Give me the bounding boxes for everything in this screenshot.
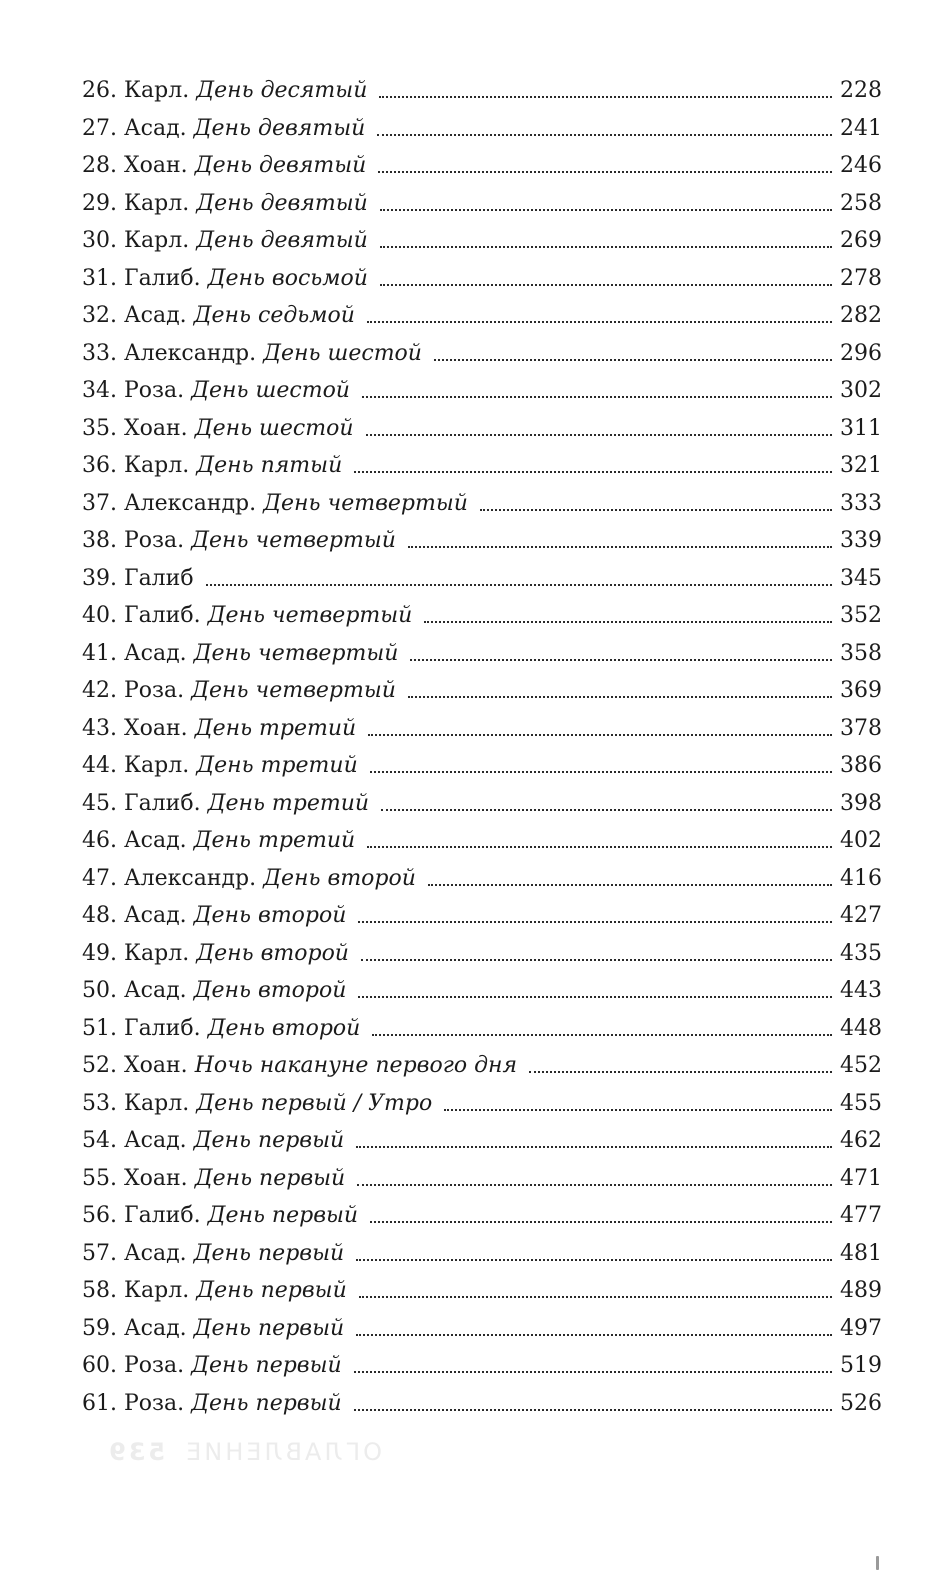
toc-entry: [82, 147, 882, 185]
entry-number: 33.: [82, 340, 117, 366]
entry-chapter-title: День третий: [194, 715, 357, 741]
entry-page-number: 339: [840, 528, 882, 553]
footer-section-label: ОГЛАВЛЕНИЕ: [183, 1438, 382, 1466]
dot-leader: [368, 733, 832, 736]
entry-character-name: Хоан.: [124, 153, 188, 178]
entry-page-number: 369: [840, 678, 882, 703]
entry-page-number: 311: [840, 415, 882, 441]
dot-leader: [357, 1183, 832, 1186]
dot-leader: [356, 1333, 832, 1336]
toc-entry: [82, 972, 882, 1010]
entry-chapter-title: День четвертый: [191, 678, 396, 703]
entry-page-number: 519: [840, 1353, 882, 1378]
entry-number: 58.: [82, 1278, 117, 1303]
entry-chapter-title: День первый: [193, 1128, 345, 1153]
dot-leader: [434, 358, 832, 361]
entry-page-number: 345: [840, 565, 882, 591]
entry-page-number: 489: [840, 1278, 882, 1303]
entry-page-number: 448: [840, 1015, 882, 1041]
entry-page-number: 302: [840, 378, 882, 403]
entry-chapter-title: День девятый: [196, 228, 368, 253]
dot-leader: [372, 1033, 832, 1036]
entry-chapter-title: День третий: [207, 790, 370, 816]
entry-page-number: 435: [840, 940, 882, 966]
dot-leader: [356, 1145, 832, 1148]
dot-leader: [366, 433, 832, 436]
entry-chapter-title: День второй: [196, 940, 349, 966]
entry-page-number: 443: [840, 978, 882, 1003]
entry-page-number: 386: [840, 753, 882, 778]
entry-number: 28.: [82, 153, 117, 178]
dot-leader: [359, 1295, 832, 1298]
entry-number: 54.: [82, 1128, 117, 1153]
toc-entry: [82, 672, 882, 710]
entry-number: 35.: [82, 415, 117, 441]
entry-page-number: 269: [840, 228, 882, 253]
entry-character-name: Карл.: [124, 228, 190, 253]
entry-page-number: 497: [840, 1315, 882, 1341]
entry-number: 44.: [82, 753, 117, 778]
entry-page-number: 278: [840, 265, 882, 291]
entry-character-name: Александр.: [124, 865, 257, 891]
entry-page-number: 526: [840, 1390, 882, 1416]
entry-character-name: Асад.: [124, 1128, 187, 1153]
entry-page-number: 228: [840, 78, 882, 103]
entry-number: 34.: [82, 378, 117, 403]
entry-chapter-title: День второй: [263, 865, 416, 891]
entry-character-name: Галиб.: [124, 603, 201, 628]
entry-page-number: 462: [840, 1128, 882, 1153]
toc-entry: [82, 185, 882, 223]
dot-leader: [354, 1408, 832, 1411]
toc-entry: [82, 297, 882, 335]
entry-chapter-title: День первый: [194, 1165, 346, 1191]
toc-entry: [82, 372, 882, 410]
bleed-through-footer: [106, 1438, 382, 1466]
entry-number: 39.: [82, 565, 117, 591]
entry-chapter-title: День девятый: [194, 153, 367, 178]
entry-chapter-title: День четвертый: [263, 490, 468, 516]
dot-leader: [380, 245, 832, 248]
entry-chapter-title: День четвертый: [193, 640, 399, 666]
entry-number: 51.: [82, 1015, 117, 1041]
entry-character-name: Роза.: [124, 678, 185, 703]
dot-leader: [480, 508, 832, 511]
dot-leader: [529, 1070, 832, 1073]
toc-entry: [82, 522, 882, 560]
entry-number: 36.: [82, 453, 117, 478]
entry-chapter-title: День первый: [191, 1390, 342, 1416]
entry-chapter-title: День шестой: [263, 340, 422, 366]
entry-page-number: 358: [840, 640, 882, 666]
toc-entry: [82, 1047, 882, 1085]
entry-page-number: 481: [840, 1240, 882, 1266]
toc-entry: [82, 1235, 882, 1273]
toc-entry: [82, 335, 882, 373]
entry-chapter-title: День шестой: [194, 415, 354, 441]
dot-leader: [362, 395, 832, 398]
entry-page-number: 398: [840, 790, 882, 816]
entry-chapter-title: День второй: [207, 1015, 361, 1041]
dot-leader: [354, 1370, 832, 1373]
toc-entry: [82, 485, 882, 523]
entry-number: 27.: [82, 115, 117, 141]
entry-character-name: Карл.: [124, 1278, 190, 1303]
entry-character-name: Галиб.: [124, 265, 201, 291]
toc-entry: [82, 1122, 882, 1160]
dot-leader: [378, 170, 832, 173]
dot-leader: [361, 958, 832, 961]
entry-character-name: Галиб.: [124, 1203, 201, 1228]
toc-entry: [82, 222, 882, 260]
entry-character-name: Галиб.: [124, 790, 201, 816]
entry-character-name: Хоан.: [124, 1053, 188, 1078]
entry-character-name: Роза.: [124, 1390, 185, 1416]
entry-page-number: 321: [840, 453, 882, 478]
toc-entry: [82, 710, 882, 748]
dot-leader: [354, 470, 832, 473]
entry-chapter-title: День десятый: [196, 78, 368, 103]
footer-page-number: 539: [106, 1438, 166, 1466]
toc-entry: [82, 72, 882, 110]
entry-number: 31.: [82, 265, 117, 291]
entry-character-name: Асад.: [124, 978, 187, 1003]
entry-chapter-title: День третий: [193, 828, 356, 853]
entry-number: 40.: [82, 603, 117, 628]
dot-leader: [380, 283, 832, 286]
toc-entry: [82, 1385, 882, 1423]
toc-entry: [82, 1160, 882, 1198]
entry-chapter-title: День девятый: [193, 115, 366, 141]
entry-page-number: 378: [840, 715, 882, 741]
entry-character-name: Асад.: [124, 903, 187, 928]
entry-character-name: Карл.: [124, 78, 190, 103]
entry-number: 42.: [82, 678, 117, 703]
dot-leader: [206, 583, 832, 586]
entry-number: 59.: [82, 1315, 117, 1341]
entry-number: 26.: [82, 78, 117, 103]
entry-page-number: 416: [840, 865, 882, 891]
entry-number: 61.: [82, 1390, 117, 1416]
dot-leader: [370, 1220, 832, 1223]
dot-leader: [380, 208, 832, 211]
entry-number: 45.: [82, 790, 117, 816]
entry-character-name: Асад.: [124, 828, 187, 853]
dot-leader: [367, 320, 832, 323]
toc-entry: [82, 560, 882, 598]
entry-number: 41.: [82, 640, 117, 666]
entry-character-name: Александр.: [124, 490, 257, 516]
entry-number: 32.: [82, 303, 117, 328]
entry-number: 49.: [82, 940, 117, 966]
entry-chapter-title: День пятый: [196, 453, 343, 478]
toc-entry: [82, 747, 882, 785]
table-of-contents: [82, 72, 882, 1422]
toc-entry: [82, 410, 882, 448]
entry-page-number: 352: [840, 603, 882, 628]
entry-number: 46.: [82, 828, 117, 853]
toc-entry: [82, 822, 882, 860]
toc-entry: [82, 1310, 882, 1348]
dot-leader: [377, 133, 832, 136]
dot-leader: [367, 845, 832, 848]
entry-character-name: Галиб.: [124, 1015, 201, 1041]
entry-page-number: 241: [840, 115, 882, 141]
toc-entry: [82, 1085, 882, 1123]
dot-leader: [370, 770, 832, 773]
dot-leader: [358, 995, 832, 998]
entry-number: 30.: [82, 228, 117, 253]
toc-entry: [82, 110, 882, 148]
toc-entry: [82, 897, 882, 935]
entry-chapter-title: День восьмой: [207, 265, 368, 291]
toc-entry: [82, 260, 882, 298]
entry-page-number: 455: [840, 1090, 882, 1116]
toc-entry: [82, 860, 882, 898]
entry-number: 52.: [82, 1053, 117, 1078]
entry-number: 43.: [82, 715, 117, 741]
entry-character-name: Карл.: [124, 453, 190, 478]
entry-chapter-title: День четвертый: [207, 603, 413, 628]
entry-number: 38.: [82, 528, 117, 553]
dot-leader: [408, 545, 832, 548]
entry-page-number: 477: [840, 1203, 882, 1228]
entry-page-number: 402: [840, 828, 882, 853]
toc-entry: [82, 635, 882, 673]
entry-chapter-title: День третий: [196, 753, 358, 778]
entry-character-name: Роза.: [124, 1353, 185, 1378]
entry-number: 55.: [82, 1165, 117, 1191]
entry-character-name: Асад.: [124, 303, 187, 328]
entry-chapter-title: День седьмой: [193, 303, 355, 328]
entry-number: 56.: [82, 1203, 117, 1228]
entry-character-name: Хоан.: [124, 1165, 188, 1191]
entry-number: 53.: [82, 1090, 117, 1116]
toc-entry: [82, 785, 882, 823]
entry-chapter-title: День первый: [191, 1353, 342, 1378]
toc-entry: [82, 1347, 882, 1385]
entry-chapter-title: День первый: [193, 1315, 345, 1341]
entry-number: 57.: [82, 1240, 117, 1266]
entry-chapter-title: День первый: [193, 1240, 345, 1266]
toc-entry: [82, 935, 882, 973]
entry-number: 29.: [82, 190, 117, 216]
entry-character-name: Роза.: [124, 378, 185, 403]
entry-character-name: Карл.: [124, 753, 190, 778]
entry-chapter-title: День второй: [193, 903, 347, 928]
dot-leader: [358, 920, 832, 923]
page-edge-mark: [876, 1556, 879, 1570]
entry-number: 37.: [82, 490, 117, 516]
dot-leader: [410, 658, 832, 661]
toc-entry: [82, 1272, 882, 1310]
entry-character-name: Карл.: [124, 1090, 190, 1116]
toc-entry: [82, 1197, 882, 1235]
entry-number: 48.: [82, 903, 117, 928]
entry-chapter-title: День девятый: [196, 190, 368, 216]
entry-page-number: 246: [840, 153, 882, 178]
entry-page-number: 258: [840, 190, 882, 216]
entry-page-number: 452: [840, 1053, 882, 1078]
entry-character-name: Хоан.: [124, 415, 188, 441]
entry-number: 47.: [82, 865, 117, 891]
dot-leader: [424, 620, 832, 623]
entry-page-number: 282: [840, 303, 882, 328]
entry-chapter-title: День первый: [207, 1203, 359, 1228]
entry-page-number: 296: [840, 340, 882, 366]
toc-entry: [82, 1010, 882, 1048]
entry-chapter-title: Ночь накануне первого дня: [194, 1053, 518, 1078]
entry-chapter-title: День первый: [196, 1278, 347, 1303]
entry-character-name: Асад.: [124, 1240, 187, 1266]
entry-page-number: 427: [840, 903, 882, 928]
entry-character-name: Асад.: [124, 640, 187, 666]
entry-number: 50.: [82, 978, 117, 1003]
entry-character-name: Карл.: [124, 940, 190, 966]
entry-character-name: Галиб: [124, 565, 194, 591]
entry-page-number: 471: [840, 1165, 882, 1191]
entry-chapter-title: День четвертый: [191, 528, 396, 553]
dot-leader: [381, 808, 832, 811]
entry-chapter-title: День первый / Утро: [196, 1090, 433, 1116]
toc-entry: [82, 597, 882, 635]
entry-character-name: Асад.: [124, 115, 187, 141]
dot-leader: [379, 95, 832, 98]
entry-number: 60.: [82, 1353, 117, 1378]
entry-character-name: Хоан.: [124, 715, 188, 741]
dot-leader: [356, 1258, 832, 1261]
entry-character-name: Карл.: [124, 190, 190, 216]
toc-entry: [82, 447, 882, 485]
dot-leader: [428, 883, 832, 886]
entry-character-name: Роза.: [124, 528, 185, 553]
entry-character-name: Александр.: [124, 340, 257, 366]
entry-chapter-title: День шестой: [191, 378, 350, 403]
entry-chapter-title: День второй: [193, 978, 347, 1003]
entry-character-name: Асад.: [124, 1315, 187, 1341]
dot-leader: [408, 695, 832, 698]
entry-page-number: 333: [840, 490, 882, 516]
dot-leader: [444, 1108, 832, 1111]
